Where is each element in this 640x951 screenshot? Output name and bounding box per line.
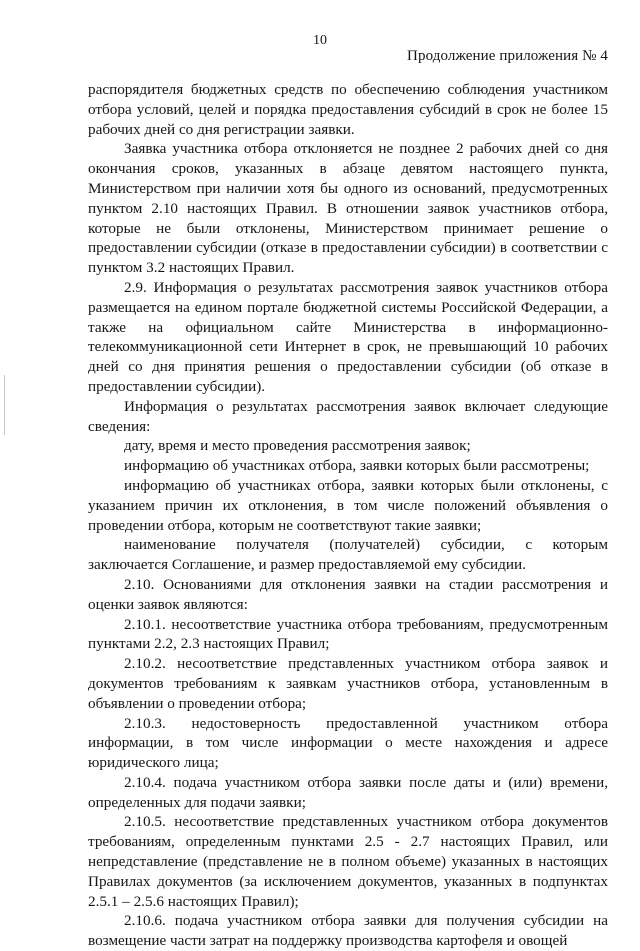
list-item: дату, время и место проведения рассмотрения заявок; [124, 437, 471, 455]
paragraph: распорядителя бюджетных средств по обеспечению соблюдения участником отбора условий, целей и порядка предоставления субсидий в срок не более 15 рабочих дней со дня регистрации заявки. [88, 81, 608, 138]
sub-clause: 2.10.6. подача участником отбора заявки для получения субсидии на возмещение части затрат на поддержку производства картофеля и овощей [88, 912, 608, 950]
sub-clause: 2.10.1. несоответствие участника отбора требованиям, предусмотренным пунктами 2.2, 2.3 настоящих Правил; [88, 615, 608, 653]
list-item: информацию об участниках отбора, заявки которых были рассмотрены; [124, 457, 590, 475]
paragraph: Информация о результатах рассмотрения заявок включает следующие сведения: [88, 397, 608, 435]
sub-clause: 2.10.3. недостоверность предоставленной участником отбора информации, в том числе информации о месте нахождения и адресе юридического лица; [88, 714, 608, 772]
sub-clause: 2.10.2. несоответствие представленных участником отбора заявок и документов требованиям к заявкам участников отбора, установленным в объявлении о проведении отбора; [88, 655, 608, 712]
paragraph: 2.9. Информация о результатах рассмотрения заявок участников отбора размещается на едином портале бюджетной системы Российской Федерации, а также на официальном сайте Министерства в информационно-телекоммуникационной сети Интернет в срок, не превышающий 10 рабочих дней со дня принятия решения о предоставлении субсидии (об отказе в предоставлении субсидии). [88, 278, 608, 395]
list-item: информацию об участниках отбора, заявки которых были отклонены, с указанием причин их отклонения, в том числе положений объявления о проведении отбора, которым не соответствуют такие заявки; [88, 476, 608, 534]
scan-edge-mark [4, 375, 5, 435]
sub-clause: 2.10.4. подача участником отбора заявки после даты и (или) времени, определенных для подачи заявки; [88, 773, 608, 811]
document-body [88, 80, 608, 951]
paragraph: 2.10. Основаниями для отклонения заявки на стадии рассмотрения и оценки заявок являются: [88, 575, 608, 613]
paragraph: Заявка участника отбора отклоняется не позднее 2 рабочих дней со дня окончания сроков, указанных в абзаце девятом настоящего пункта, Министерством при наличии хотя бы одного из оснований, предусмотренных пунктом 2.10 настоящих Правил. В отношении заявок участников отбора, которые не были отклонены, Министерством принимает решение о предоставлении субсидии (отказе в предоставлении субсидии) в соответствии с пунктом 3.2 настоящих Правил. [88, 140, 608, 277]
appendix-continuation-note: Продолжение приложения № 4 [407, 48, 608, 64]
list-item: наименование получателя (получателей) субсидии, с которым заключается Соглашение, и размер предоставляемой ему субсидии. [88, 536, 608, 574]
sub-clause: 2.10.5. несоответствие представленных участником отбора документов требованиям, определенным пунктами 2.5 - 2.7 настоящих Правил, или непредставление (представление не в полном объеме) указанных в настоящих Правилах документов (за исключением документов, указанных в подпунктах 2.5.1 – 2.5.6 настоящих Правил); [88, 813, 608, 910]
page-number: 10 [313, 33, 327, 48]
